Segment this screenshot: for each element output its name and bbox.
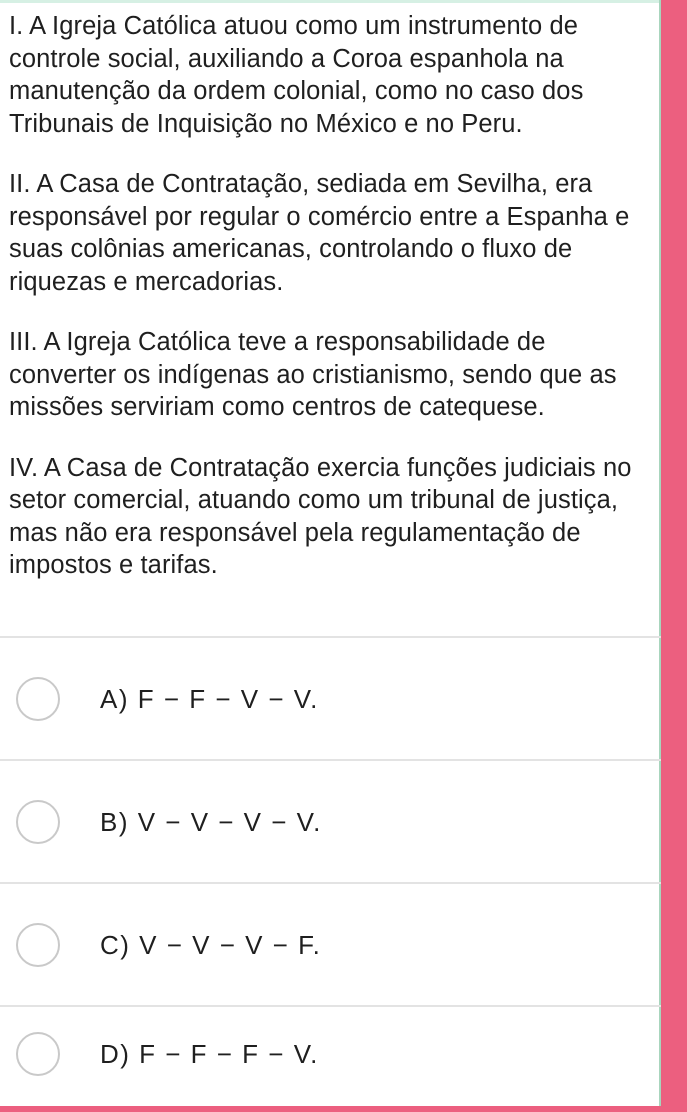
bottom-accent-bar — [0, 1106, 661, 1112]
option-a[interactable] — [0, 638, 661, 760]
top-accent-bar — [0, 0, 661, 3]
statement-i: I. A Igreja Católica atuou como um instrumento de controle social, auxiliando a Coroa espanhola na manutenção da ordem colonial, como no caso dos Tribunais de Inquisição no México e no Peru. — [9, 12, 584, 138]
radio-button-d[interactable] — [16, 1032, 60, 1076]
radio-button-c[interactable] — [16, 923, 60, 967]
option-c[interactable] — [0, 884, 661, 1006]
option-d[interactable] — [0, 1002, 661, 1106]
option-b[interactable] — [0, 761, 661, 883]
statement-iv: IV. A Casa de Contratação exercia funções judiciais no setor comercial, atuando como um tribunal de justiça, mas não era responsável pela regulamentação de impostos e tarifas. — [9, 453, 632, 579]
option-c-label: C) V − V − V − F. — [100, 929, 322, 960]
statements-list — [9, 10, 649, 610]
statement-ii: II. A Casa de Contratação, sediada em Sevilha, era responsável por regular o comércio entre a Espanha e suas colônias americanas, controlando o fluxo de riquezas e mercadorias. — [9, 170, 630, 296]
radio-button-b[interactable] — [16, 800, 60, 844]
radio-button-a[interactable] — [16, 677, 60, 721]
option-d-label: D) F − F − F − V. — [100, 1038, 319, 1069]
right-accent-bar — [661, 0, 687, 1112]
option-a-label: A) F − F − V − V. — [100, 683, 319, 714]
option-b-label: B) V − V − V − V. — [100, 806, 322, 837]
statement-iii: III. A Igreja Católica teve a responsabilidade de converter os indígenas ao cristianismo, sendo que as missões serviriam como centros de catequese. — [9, 328, 617, 421]
